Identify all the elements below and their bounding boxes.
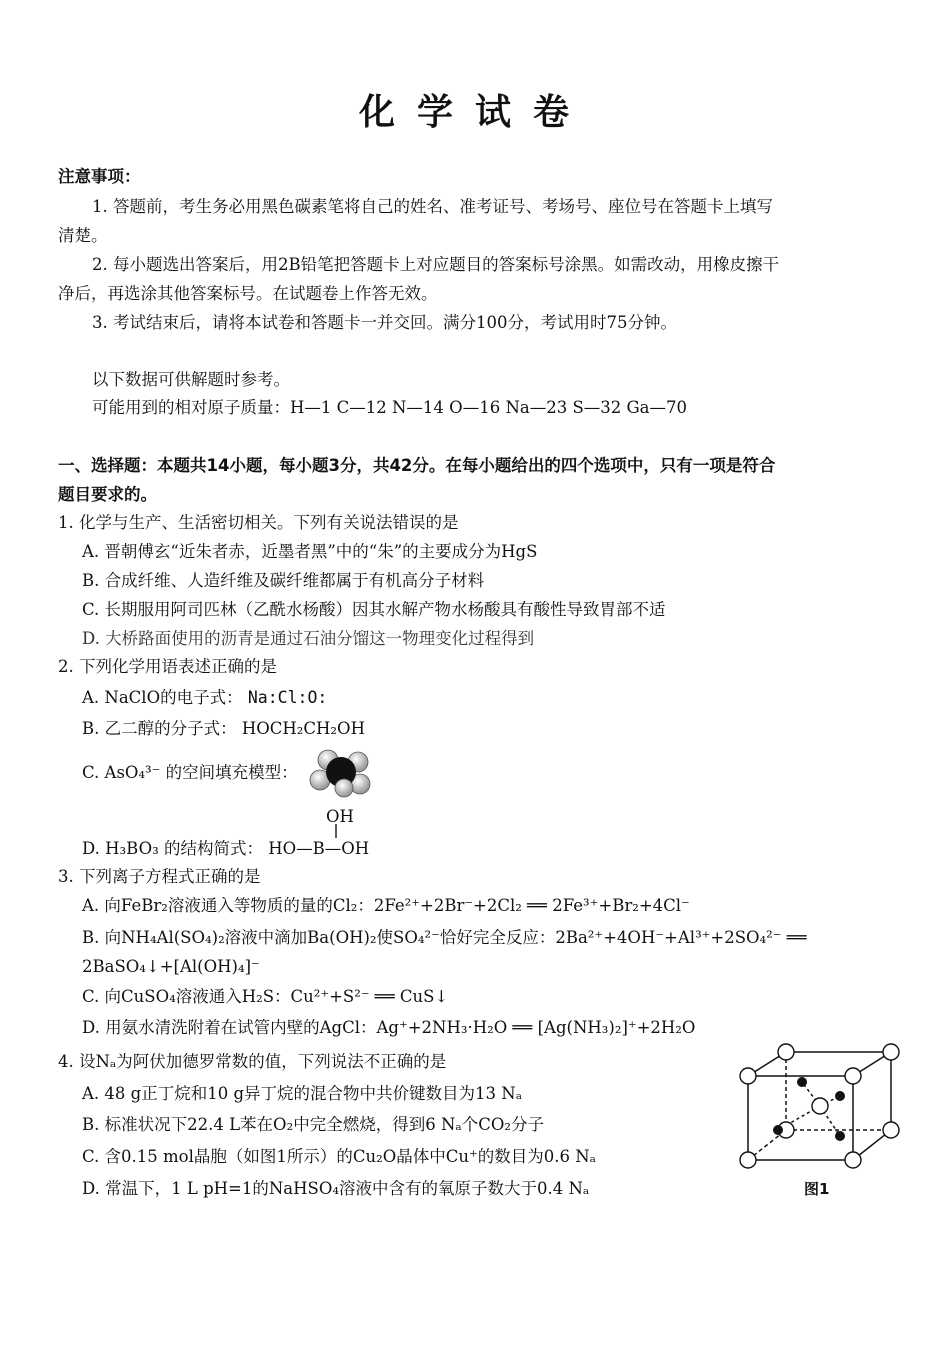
q4-option-c: C. 含0.15 mol晶胞（如图1所示）的Cu₂O晶体中Cu⁺的数目为0.6 Nₐ — [82, 1147, 597, 1166]
note-3: 3. 考试结束后，请将本试卷和答题卡一并交回。满分100分，考试用时75分钟。 — [92, 313, 677, 332]
figure-caption: 图1 — [804, 1180, 830, 1198]
q1-option-a: A. 晋朝傅玄“近朱者赤，近墨者黑”中的“朱”的主要成分为HgS — [82, 542, 538, 561]
note-1-line-2: 清楚。 — [58, 226, 108, 245]
q3-option-b-line-1: B. 向NH₄Al(SO₄)₂溶液中滴加Ba(OH)₂使SO₄²⁻恰好完全反应：2Ba²⁺+4OH⁻+Al³⁺+2SO₄²⁻ ══ — [82, 928, 807, 947]
q2-option-c — [82, 762, 298, 784]
q1-option-b: B. 合成纤维、人造纤维及碳纤维都属于有机高分子材料 — [82, 571, 485, 590]
q2-option-a-formula: Na:Cl:O: — [247, 688, 328, 707]
q1-option-d: D. 大桥路面使用的沥青是通过石油分馏这一物理变化过程得到 — [82, 629, 535, 648]
atomic-masses: 可能用到的相对原子质量：H—1 C—12 N—14 O—16 Na—23 S—32 Ga—70 — [92, 398, 688, 417]
q3-option-a: A. 向FeBr₂溶液通入等物质的量的Cl₂：2Fe²⁺+2Br⁻+2Cl₂ ══ 2Fe³⁺+Br₂+4Cl⁻ — [82, 896, 690, 915]
q4-stem: 4. 设Nₐ为阿伏加德罗常数的值，下列说法不正确的是 — [58, 1052, 447, 1071]
q1-stem: 1. 化学与生产、生活密切相关。下列有关说法错误的是 — [58, 513, 459, 532]
q2-option-d-structure: HO—B—OH — [268, 839, 370, 858]
reference-intro: 以下数据可供解题时参考。 — [92, 370, 290, 389]
q2-option-d — [82, 838, 369, 860]
note-2-line-2: 净后，再选涂其他答案标号。在试题卷上作答无效。 — [58, 284, 438, 303]
q2-option-b — [82, 718, 365, 740]
space-filling-model-figure — [306, 746, 376, 798]
q3-option-c: C. 向CuSO₄溶液通入H₂S：Cu²⁺+S²⁻ ══ CuS↓ — [82, 987, 449, 1006]
bond-line — [334, 824, 338, 838]
q2-option-c-label: C. AsO₄³⁻ 的空间填充模型： — [82, 763, 298, 782]
q2-option-b-formula: HOCH₂CH₂OH — [241, 719, 365, 738]
q4-option-d: D. 常温下，1 L pH=1的NaHSO₄溶液中含有的氧原子数大于0.4 Nₐ — [82, 1179, 590, 1198]
section-heading-line-1: 一、选择题：本题共14小题，每小题3分，共42分。在每小题给出的四个选项中，只有一项是符合 — [58, 456, 776, 475]
section-heading-line-2: 题目要求的。 — [58, 485, 157, 504]
note-2-line-1: 2. 每小题选出答案后，用2B铅笔把答题卡上对应题目的答案标号涂黑。如需改动，用橡皮擦干 — [92, 255, 780, 274]
q2-stem: 2. 下列化学用语表述正确的是 — [58, 657, 277, 676]
notes-heading: 注意事项： — [58, 167, 141, 186]
note-1-line-1: 1. 答题前，考生务必用黑色碳素笔将自己的姓名、准考证号、考场号、座位号在答题卡上填写 — [92, 197, 773, 216]
q3-stem: 3. 下列离子方程式正确的是 — [58, 867, 261, 886]
q3-option-d: D. 用氨水清洗附着在试管内壁的AgCl：Ag⁺+2NH₃·H₂O ══ [Ag(NH₃)₂]⁺+2H₂O — [82, 1018, 696, 1037]
q2-option-a-label: A. NaClO的电子式： — [82, 688, 243, 707]
q3-option-b-line-2: 2BaSO₄↓+[Al(OH)₄]⁻ — [82, 957, 260, 976]
q1-option-c: C. 长期服用阿司匹林（乙酰水杨酸）因其水解产物水杨酸具有酸性导致胃部不适 — [82, 600, 666, 619]
q4-option-b: B. 标准状况下22.4 L苯在O₂中完全燃烧，得到6 Nₐ个CO₂分子 — [82, 1115, 545, 1134]
q4-option-a: A. 48 g正丁烷和10 g异丁烷的混合物中共价键数目为13 Nₐ — [82, 1084, 523, 1103]
q2-option-d-label: D. H₃BO₃ 的结构简式： — [82, 839, 263, 858]
q2-option-d-top-oh: OH — [326, 807, 354, 826]
q2-option-b-label: B. 乙二醇的分子式： — [82, 719, 237, 738]
q2-option-a — [82, 687, 327, 709]
crystal-cell-figure — [736, 1040, 906, 1172]
page-title: 化学试卷 — [358, 92, 591, 133]
